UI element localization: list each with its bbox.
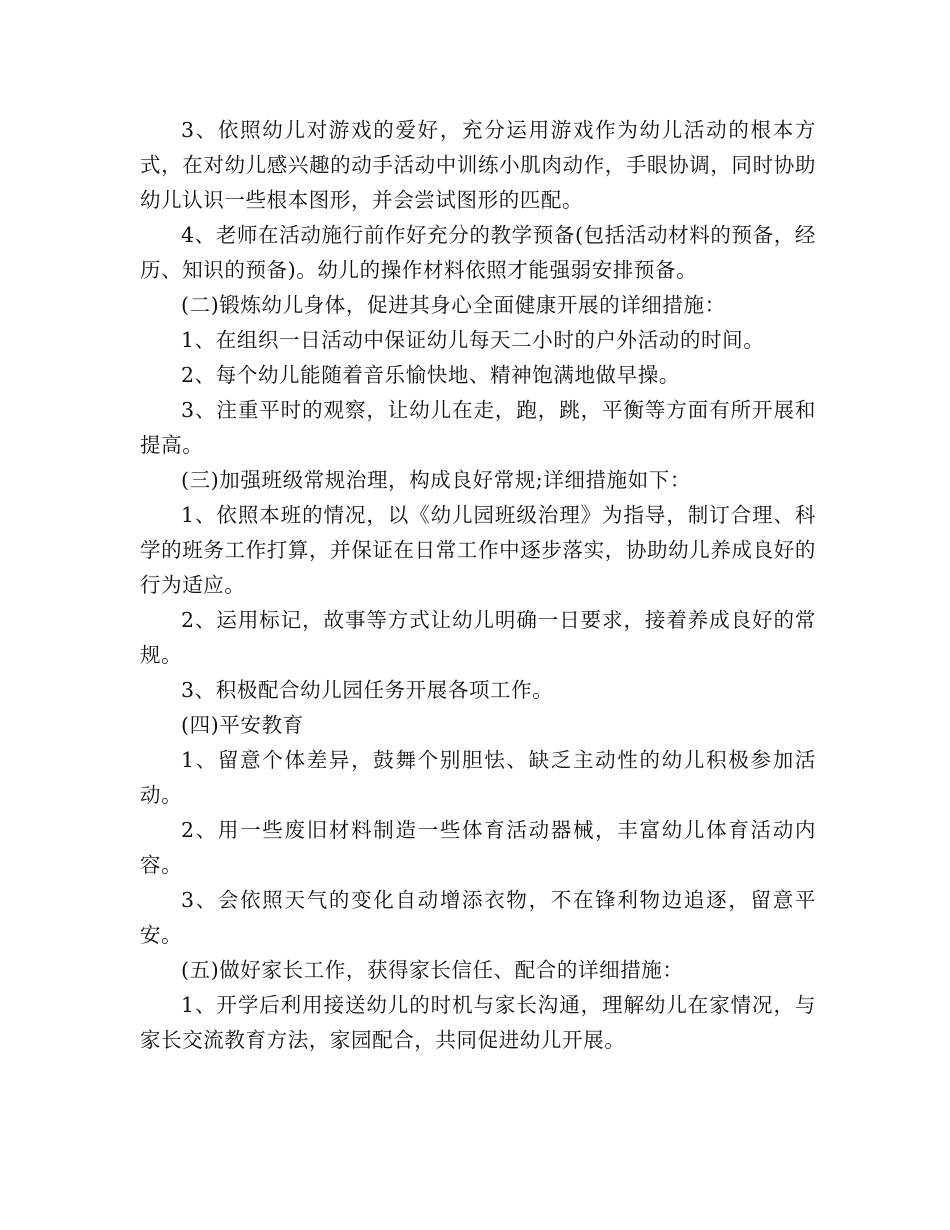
section-heading-5: (五)做好家长工作，获得家长信任、配合的详细措施： — [181, 958, 684, 982]
paragraph-observation: 3、注重平时的观察，让幼儿在走，跑，跳，平衡等方面有所开展和提高。 — [140, 398, 816, 457]
section-heading-2: (二)锻炼幼儿身体，促进其身心全面健康开展的详细措施： — [181, 293, 726, 317]
document-body — [140, 113, 816, 1058]
paragraph-marks-stories: 2、运用标记，故事等方式让幼儿明确一日要求，接着养成良好的常规。 — [140, 608, 816, 667]
paragraph-parent-communication: 1、开学后利用接送幼儿的时机与家长沟通，理解幼儿在家情况，与家长交流教育方法，家园配合，共同促进幼儿开展。 — [140, 993, 816, 1052]
section-heading-4: (四)平安教育 — [181, 713, 304, 737]
paragraph-sports-equipment: 2、用一些废旧材料制造一些体育活动器械，丰富幼儿体育活动内容。 — [140, 818, 816, 877]
paragraph-class-plan: 1、依照本班的情况，以《幼儿园班级治理》为指导，制订合理、科学的班务工作打算，并保证在日常工作中逐步落实，协助幼儿养成良好的行为适应。 — [140, 503, 816, 597]
section-heading-3: (三)加强班级常规治理，构成良好常规;详细措施如下： — [181, 468, 692, 492]
paragraph-cooperate: 3、积极配合幼儿园任务开展各项工作。 — [181, 678, 554, 702]
paragraph-weather-safety: 3、会依照天气的变化自动增添衣物，不在锋利物边追逐，留意平安。 — [140, 888, 816, 947]
paragraph-item-3-games: 3、依照幼儿对游戏的爱好，充分运用游戏作为幼儿活动的根本方式，在对幼儿感兴趣的动手活动中训练小肌肉动作，手眼协调，同时协助幼儿认识一些根本图形，并会尝试图形的匹配。 — [140, 118, 816, 212]
paragraph-item-4-teacher-prep: 4、老师在活动施行前作好充分的教学预备(包括活动材料的预备，经历、知识的预备)。幼儿的操作材料依照才能强弱安排预备。 — [140, 223, 816, 282]
paragraph-outdoor-time: 1、在组织一日活动中保证幼儿每天二小时的户外活动的时间。 — [181, 328, 765, 352]
paragraph-morning-exercise: 2、每个幼儿能随着音乐愉快地、精神饱满地做早操。 — [181, 363, 680, 387]
paragraph-individual-differences: 1、留意个体差异，鼓舞个别胆怯、缺乏主动性的幼儿积极参加活动。 — [140, 748, 816, 807]
